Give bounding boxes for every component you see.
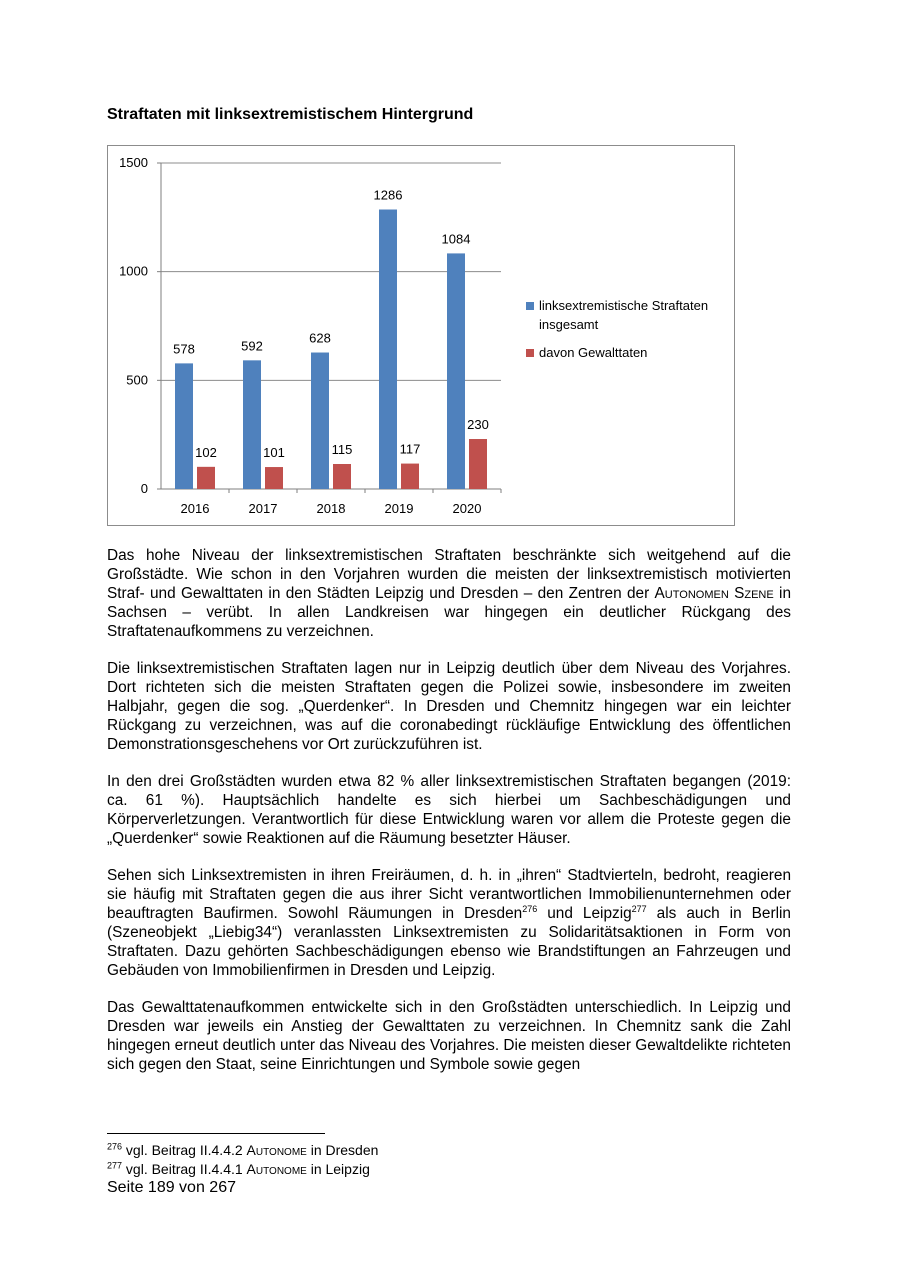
bar-violent-2016 bbox=[197, 467, 215, 489]
bar-violent-2020 bbox=[469, 439, 487, 489]
footnote-prefix: vgl. Beitrag II.4.4.2 bbox=[122, 1142, 247, 1158]
page-title: Straftaten mit linksextremistischem Hintergrund bbox=[107, 106, 474, 123]
y-tick-label: 1000 bbox=[119, 263, 148, 279]
data-label-violent-2016: 102 bbox=[195, 444, 217, 460]
legend-item-violent bbox=[526, 343, 731, 362]
data-label-total-2018: 628 bbox=[309, 330, 331, 346]
chart-legend bbox=[526, 296, 731, 371]
paragraph-1-text-c: in Sachsen – verübt. In allen Landkreisen war hingegen ein deutlicher Rückgang des Straftatenaufkommens zu verzeichnen. bbox=[107, 585, 792, 640]
paragraph-4 bbox=[107, 866, 791, 980]
bar-violent-2018 bbox=[333, 464, 351, 489]
paragraph-1 bbox=[107, 546, 791, 641]
y-tick-label: 500 bbox=[126, 372, 148, 388]
legend-swatch-total bbox=[526, 302, 534, 310]
legend-item-total bbox=[526, 296, 731, 334]
bar-violent-2017 bbox=[265, 467, 283, 489]
footnote-number: 276 bbox=[107, 1141, 123, 1152]
data-label-total-2019: 1286 bbox=[373, 187, 403, 203]
paragraph-3: In den drei Großstädten wurden etwa 82 % aller linksextremistischen Straftaten begangen (2019: ca. 61 %). Hauptsächlich handelte es sich hierbei um Sachbeschädigungen und Körperverletzungen. Verantwortlich für diese Entwicklung waren vor allem die Proteste gegen die „Querdenker“ sowie Reaktionen auf die Räumung besetzter Häuser. bbox=[107, 773, 791, 847]
bar-total-2017 bbox=[243, 360, 261, 489]
bar-total-2018 bbox=[311, 353, 329, 489]
footnote-number: 277 bbox=[107, 1160, 123, 1171]
data-label-total-2017: 592 bbox=[241, 338, 263, 354]
footnote-276 bbox=[107, 1141, 378, 1160]
footnote-ref-276[interactable]: 276 bbox=[522, 903, 538, 914]
legend-label-total: linksextremistische Straftaten insgesamt bbox=[539, 298, 709, 332]
bar-violent-2019 bbox=[401, 464, 419, 489]
footnote-ref-277[interactable]: 277 bbox=[631, 903, 647, 914]
body-text bbox=[107, 546, 791, 1092]
data-label-violent-2020: 230 bbox=[467, 417, 489, 433]
x-tick-label-2016: 2016 bbox=[180, 501, 210, 516]
x-tick-label-2018: 2018 bbox=[316, 501, 346, 516]
autonome-szene-term: Autonomen Szene bbox=[654, 585, 774, 602]
x-tick-label-2017: 2017 bbox=[248, 501, 278, 516]
footnote-divider bbox=[107, 1133, 325, 1134]
bar-total-2016 bbox=[175, 363, 193, 489]
data-label-total-2020: 1084 bbox=[441, 231, 471, 247]
paragraph-4-text-c: als auch in Berlin (Szeneobjekt „Liebig34“) veranlassten Linksextremisten zu Solidaritätsaktionen in Form von Straftaten. Dazu gehörten Sachbeschädigungen ebenso wie Brandstiftungen an Fahrzeugen und Gebäuden von Immobilienfirmen in Dresden und Leipzig. bbox=[107, 905, 791, 979]
bar-chart bbox=[107, 145, 735, 526]
paragraph-4-text-a: Sehen sich Linksextremisten in ihren Freiräumen, d. h. in „ihren“ Stadtvierteln, bedroht, reagieren sie häufig mit Straftaten gegen die aus ihrer Sicht verantwortlichen Immobilienunternehmen oder beauftragten Baufirmen. Sowohl Räumungen in Dresden bbox=[107, 867, 791, 922]
paragraph-5: Das Gewalttatenaufkommen entwickelte sich in den Großstädten unterschiedlich. In Leipzig und Dresden war jeweils ein Anstieg der Gewalttaten zu verzeichnen. In Chemnitz sank die Zahl hingegen erneut deutlich unter das Niveau des Vorjahres. Die meisten dieser Gewaltdelikte richteten sich gegen den Staat, seine Einrichtungen und Symbole sowie gegen bbox=[107, 999, 791, 1073]
x-tick-label-2020: 2020 bbox=[452, 501, 482, 516]
page-number: Seite 189 von 267 bbox=[107, 1179, 236, 1196]
paragraph-1-text-a: Das hohe Niveau der linksextremistischen Straftaten beschränkte sich weitgehend auf die Großstädte. Wie schon in den Vorjahren wurden die meisten der linksextremistisch motivierten Straf- und Gewalttaten in den Städten Leipzig und Dresden – den Zentren der bbox=[107, 547, 791, 602]
data-label-violent-2017: 101 bbox=[263, 445, 285, 461]
paragraph-4-text-b: und Leipzig bbox=[537, 905, 632, 922]
legend-swatch-violent bbox=[526, 349, 534, 357]
data-label-total-2016: 578 bbox=[173, 341, 195, 357]
bar-total-2020 bbox=[447, 253, 465, 489]
footnote-suffix: in Leipzig bbox=[306, 1161, 370, 1177]
footnote-277 bbox=[107, 1160, 378, 1179]
paragraph-2: Die linksextremistischen Straftaten lagen nur in Leipzig deutlich über dem Niveau des Vorjahres. Dort richteten sich die meisten Straftaten gegen die Polizei sowie, insbesondere im zweiten Halbjahr, gegen die sog. „Querdenker“. In Dresden und Chemnitz hingegen war ein leichter Rückgang zu verzeichnen, was auf die coronabedingt rückläufige Entwicklung des öffentlichen Demonstrationsgeschehens vor Ort zurückzuführen ist. bbox=[107, 660, 791, 753]
x-tick-label-2019: 2019 bbox=[384, 501, 414, 516]
footnote-term: Autonome bbox=[246, 1142, 307, 1158]
footnote-prefix: vgl. Beitrag II.4.4.1 bbox=[122, 1161, 247, 1177]
data-label-violent-2018: 115 bbox=[331, 442, 353, 458]
legend-label-violent: davon Gewalttaten bbox=[539, 345, 648, 360]
data-label-violent-2019: 117 bbox=[399, 441, 421, 457]
footnotes bbox=[107, 1141, 378, 1179]
y-tick-label: 0 bbox=[140, 481, 148, 496]
bar-total-2019 bbox=[379, 210, 397, 489]
footnote-term: Autonome bbox=[246, 1161, 307, 1177]
y-tick-label: 1500 bbox=[119, 155, 148, 170]
footnote-suffix: in Dresden bbox=[306, 1142, 379, 1158]
